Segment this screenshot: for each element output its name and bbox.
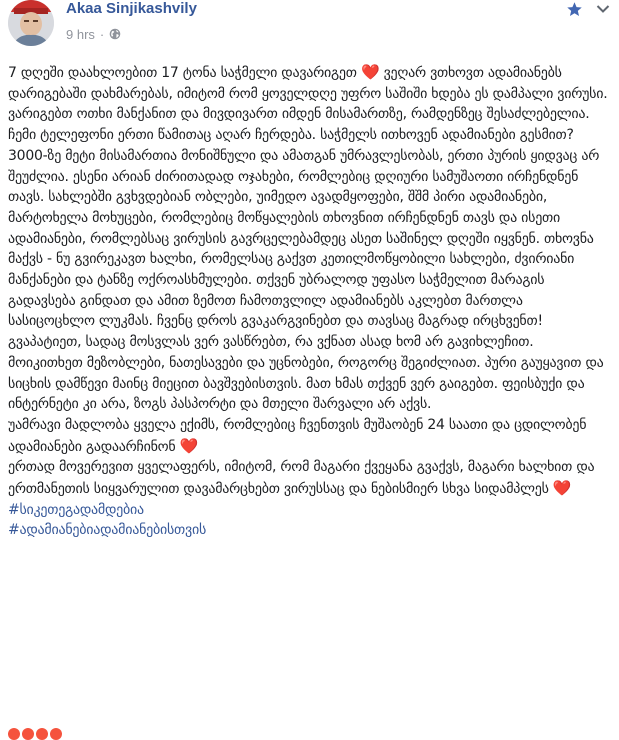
post-paragraph-2 — [8, 415, 612, 457]
globe-icon[interactable] — [109, 28, 121, 40]
heart-emoji-icon: ❤️ — [552, 479, 572, 498]
star-icon[interactable] — [566, 1, 583, 18]
post-timestamp[interactable]: 9 hrs — [66, 26, 95, 42]
profile-photo — [8, 0, 54, 46]
post-meta — [66, 26, 121, 42]
paragraph-1-lead: 7 დღეში დაახლოებით 17 ტონა საჭმელი დავარიგეთ — [8, 65, 357, 81]
paragraph-3-text: ერთად მოვერევით ყველაფერს, იმიტომ, რომ მაგარი ქვეყანა გვაქვს, მაგარი ხალხით და ერთმანეთის სიყვარულით დავამარცხებთ ვირუსსაც და ნებისმიერ სხვა სიდამპლეს — [8, 459, 595, 498]
hashtag-link[interactable]: #სიკეთეგადამდებია — [8, 501, 144, 518]
author-name-link[interactable]: Akaa Sinjikashvily — [66, 0, 197, 17]
post-header — [0, 0, 619, 54]
meta-separator: · — [99, 26, 105, 42]
reaction-emoji-row — [8, 728, 62, 738]
heart-emoji-icon: ❤️ — [179, 436, 199, 455]
heart-emoji-icon: ❤️ — [360, 63, 380, 81]
post-text — [8, 62, 612, 541]
reaction-emoji-icon — [8, 728, 20, 740]
reaction-emoji-icon — [50, 728, 62, 740]
paragraph-1-body: ვეღარ ვთხოვთ ადამიანებს დარიგებაში დახმარებას, იმიტომ რომ ყოველდღე უფრო საშიში ხდება ეს დამპალი ვირუსი. ვარიგებთ ოთხი მანქანით და მივდივართ იმდენ მისამართზე, რამდენზეც შესაძლებელია. ჩემი ტელეფონი ერთი წამითაც აღარ ჩერდება. საჭმელს ითხოვენ ადამიანები გესმით? 3000-ზე მეტი მისამართია მონიშნული და ამათგან უმრავლესობას, ერთი პურის ყიდვაც არ შეუძლია. ესენი არიან ძირითადად ოჯახები, რომლებიც დღიური სამუშაოთი ირჩენდნენ თავს. სახლებში გვხვდებიან ობლები, უიმედო ავადმყოფები, შშმ პირი ადამიანები, მარტოხელა მოხუცები, რომლებიც მოწყალების თხოვნით ირჩენდნენ თავს და ისეთი ადამიანები, რომლებსაც ვირუსის გავრცელებამდეც ასეთ საშინელ დღეში იყვნენ. თხოვნა მაქვს - ნუ გვირეკავთ ხალხი, რომელსაც გაქვთ კეთილმოწყობილი სახლები, ძვირიანი მანქანები და ტანზე ოქროასხმულები. თქვენ უბრალოდ უფასო საჭმელით მარაგის გადავსება გინდათ და ამით ზემოთ ჩამოთვლილ ადამიანებს აკლებთ მართლა სასიცოცხლო ლუკმას. ჩვენც დროს გვაკარგვინებთ და თავსაც მაგრად ირცხვენთ! გვაპატიეთ, სადაც მოსვლას ვერ ვასწრებთ, რა ვქნათ ასად ხომ არ გავიხლეჩით. მოიკითხეთ მეზობლები, ნათესავები და უცნობები, როგორც შეგიძლიათ. პური გაუყავით და სიცხის დამწევი მაინც მიეცით ბავშვებისთვის. მათ ხმას თქვენ ვერ გაიგებთ. ფეისბუქი და ინტერნეტი კი არა, ზოგს პასპორტი და მთელი შარვალი არ აქვს. — [8, 65, 608, 413]
post-paragraph-3 — [8, 457, 612, 499]
post-paragraph-1 — [8, 62, 612, 415]
hashtag-link[interactable]: #ადამიანებიადამიანებისთვის — [8, 522, 207, 539]
paragraph-2-text: უამრავი მადლობა ყველა ექიმს, რომლებიც ჩვენთვის მუშაობენ 24 საათი და ცდილობენ ადამიანები გადაარჩინონ — [8, 416, 587, 455]
reaction-emoji-icon — [36, 728, 48, 740]
reaction-emoji-icon — [22, 728, 34, 740]
chevron-down-icon[interactable] — [596, 3, 610, 15]
avatar[interactable] — [8, 0, 54, 46]
